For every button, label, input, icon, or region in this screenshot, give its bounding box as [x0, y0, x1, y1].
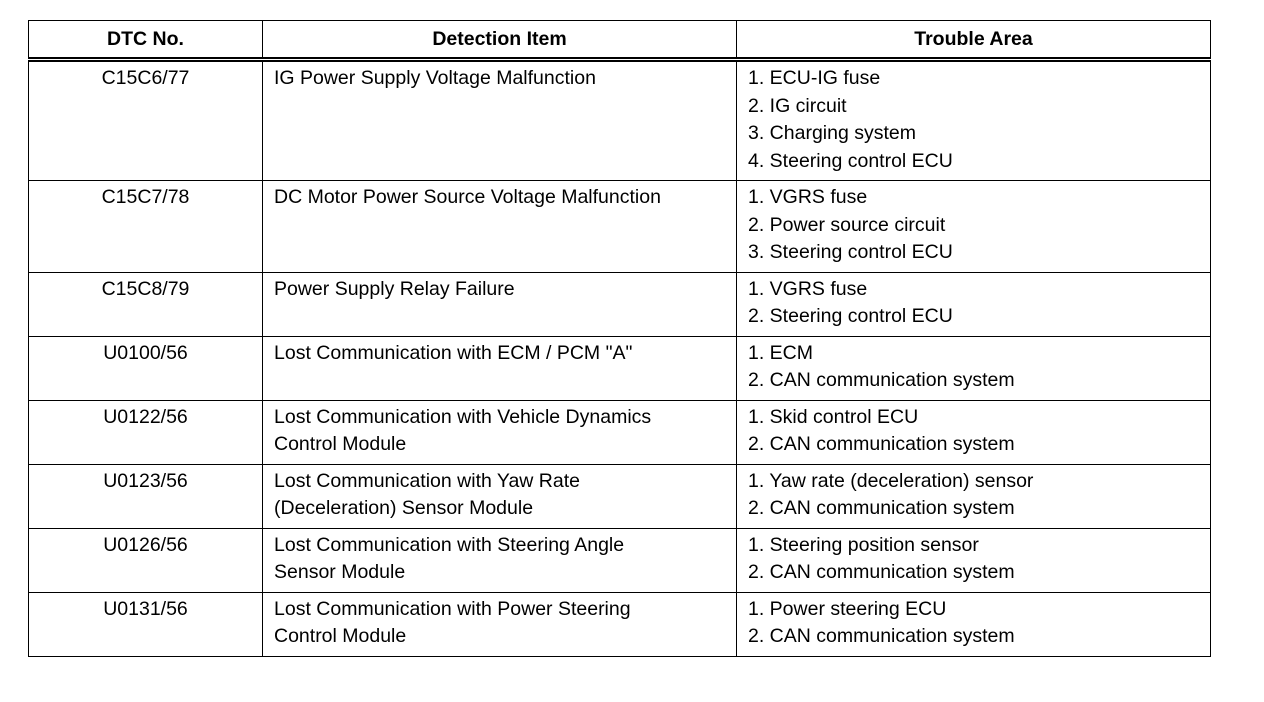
trouble-area-cell	[737, 464, 1211, 528]
dtc-code-cell: U0100/56	[29, 336, 263, 400]
header-detection-item: Detection Item	[263, 21, 737, 60]
table-row	[29, 336, 1211, 400]
detection-item-cell	[263, 60, 737, 181]
detection-item-line: IG Power Supply Voltage Malfunction	[274, 67, 596, 89]
dtc-code-cell: U0126/56	[29, 528, 263, 592]
detection-item-line: (Deceleration) Sensor Module	[274, 497, 534, 519]
trouble-area-cell	[737, 400, 1211, 464]
detection-item-cell	[263, 336, 737, 400]
table-body	[29, 60, 1211, 657]
dtc-code-cell: C15C6/77	[29, 60, 263, 181]
table-row	[29, 272, 1211, 336]
trouble-area-line: 1. Yaw rate (deceleration) sensor	[748, 469, 1034, 492]
dtc-code-cell: U0123/56	[29, 464, 263, 528]
trouble-area-line: 1. VGRS fuse	[748, 186, 868, 208]
trouble-area-line: 3. Steering control ECU	[748, 241, 953, 263]
detection-item-cell	[263, 592, 737, 656]
dtc-code-cell: C15C7/78	[29, 181, 263, 273]
trouble-area-line: 2. CAN communication system	[748, 369, 1015, 391]
dtc-table	[28, 20, 1211, 657]
detection-item-line: Lost Communication with Vehicle Dynamics	[274, 405, 652, 428]
table-header-row	[29, 21, 1211, 60]
trouble-area-line: 1. Power steering ECU	[748, 597, 947, 620]
trouble-area-cell	[737, 336, 1211, 400]
table-row	[29, 60, 1211, 181]
trouble-area-line: 1. Steering position sensor	[748, 533, 979, 556]
trouble-area-line: 1. Skid control ECU	[748, 405, 919, 428]
detection-item-line: Sensor Module	[274, 561, 406, 583]
trouble-area-line: 2. Steering control ECU	[748, 305, 953, 327]
detection-item-line: Control Module	[274, 433, 407, 455]
trouble-area-cell	[737, 272, 1211, 336]
table-row	[29, 528, 1211, 592]
header-trouble-area: Trouble Area	[737, 21, 1211, 60]
detection-item-cell	[263, 464, 737, 528]
trouble-area-line: 1. ECM	[748, 341, 814, 364]
detection-item-cell	[263, 400, 737, 464]
detection-item-cell	[263, 181, 737, 273]
detection-item-line: Power Supply Relay Failure	[274, 277, 515, 300]
trouble-area-cell	[737, 181, 1211, 273]
trouble-area-line: 2. CAN communication system	[748, 625, 1015, 647]
table-row	[29, 181, 1211, 273]
trouble-area-line: 3. Charging system	[748, 122, 916, 144]
trouble-area-line: 2. IG circuit	[748, 94, 847, 117]
trouble-area-cell	[737, 592, 1211, 656]
detection-item-line: Lost Communication with Power Steering	[274, 597, 631, 620]
dtc-code-cell: C15C8/79	[29, 272, 263, 336]
dtc-code-cell: U0122/56	[29, 400, 263, 464]
detection-item-line: Lost Communication with Steering Angle	[274, 533, 625, 556]
trouble-area-line: 2. Power source circuit	[748, 213, 946, 236]
trouble-area-line: 2. CAN communication system	[748, 561, 1015, 583]
detection-item-line: DC Motor Power Source Voltage Malfunction	[274, 186, 661, 208]
detection-item-cell	[263, 272, 737, 336]
trouble-area-line: 2. CAN communication system	[748, 497, 1015, 519]
trouble-area-cell	[737, 60, 1211, 181]
trouble-area-line: 4. Steering control ECU	[748, 149, 953, 172]
detection-item-line: Control Module	[274, 625, 407, 647]
detection-item-cell	[263, 528, 737, 592]
table-row	[29, 464, 1211, 528]
trouble-area-line: 2. CAN communication system	[748, 433, 1015, 455]
trouble-area-line: 1. ECU-IG fuse	[748, 67, 881, 89]
header-dtc-no: DTC No.	[29, 21, 263, 60]
trouble-area-line: 1. VGRS fuse	[748, 277, 868, 300]
detection-item-line: Lost Communication with ECM / PCM "A"	[274, 341, 633, 364]
table-row	[29, 592, 1211, 656]
detection-item-line: Lost Communication with Yaw Rate	[274, 469, 581, 492]
table-row	[29, 400, 1211, 464]
trouble-area-cell	[737, 528, 1211, 592]
dtc-code-cell: U0131/56	[29, 592, 263, 656]
